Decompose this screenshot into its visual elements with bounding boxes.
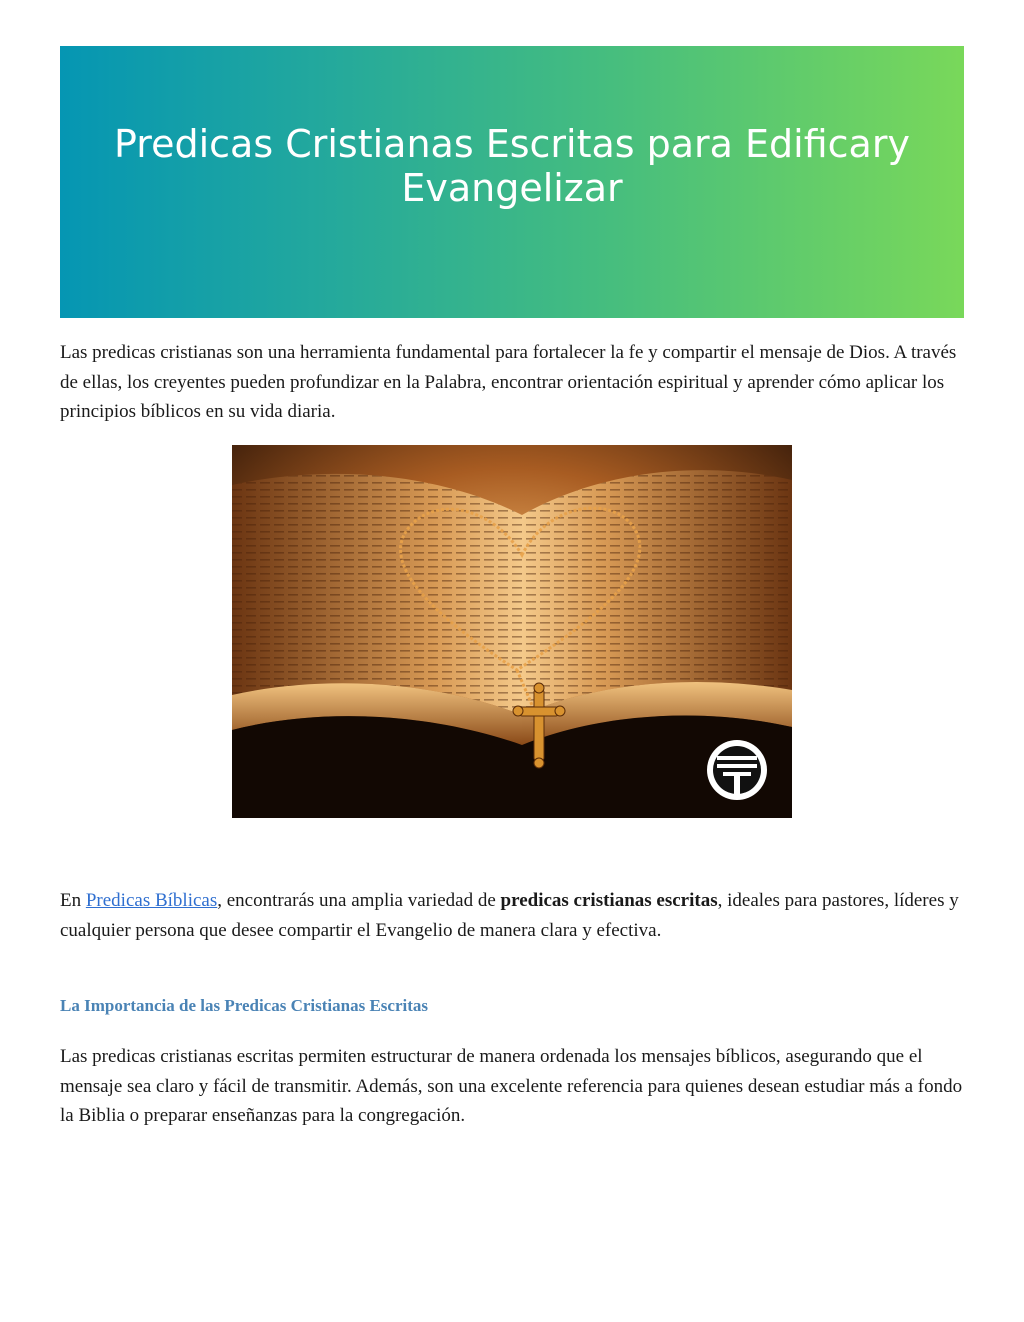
- watermark-logo: [707, 740, 767, 800]
- bible-rosary-image: [232, 445, 792, 818]
- importance-heading: La Importancia de las Predicas Cristianas Escritas: [60, 996, 429, 1015]
- paragraph-suffix: , ideales para pastores, líderes y cualquier persona que desee compartir el Evangelio de manera clara y efectiva.: [60, 890, 959, 941]
- importance-paragraph: Las predicas cristianas escritas permiten estructurar de manera ordenada los mensajes bíblicos, asegurando que el mensaje sea claro y fácil de transmitir. Además, son una excelente referencia para quienes desean estudiar más a fondo la Biblia o preparar enseñanzas para la congregación.: [60, 1046, 963, 1126]
- title-banner: [60, 46, 964, 318]
- page-title: Predicas Cristianas Escritas para Edificary Evangelizar: [114, 122, 910, 210]
- paragraph-prefix: En: [60, 890, 86, 911]
- intro-paragraph: Las predicas cristianas son una herramienta fundamental para fortalecer la fe y compartir el mensaje de Dios. A través de ellas, los creyentes pueden profundizar en la Palabra, encontrar orientación espiritual y aprender cómo aplicar los principios bíblicos en su vida diaria.: [60, 342, 957, 422]
- paragraph-middle: , encontrarás una amplia variedad de: [217, 890, 501, 911]
- bold-phrase: predicas cristianas escritas: [500, 890, 718, 911]
- predicas-biblicas-link[interactable]: Predicas Bíblicas: [85, 890, 218, 911]
- section-paragraph: [60, 886, 964, 945]
